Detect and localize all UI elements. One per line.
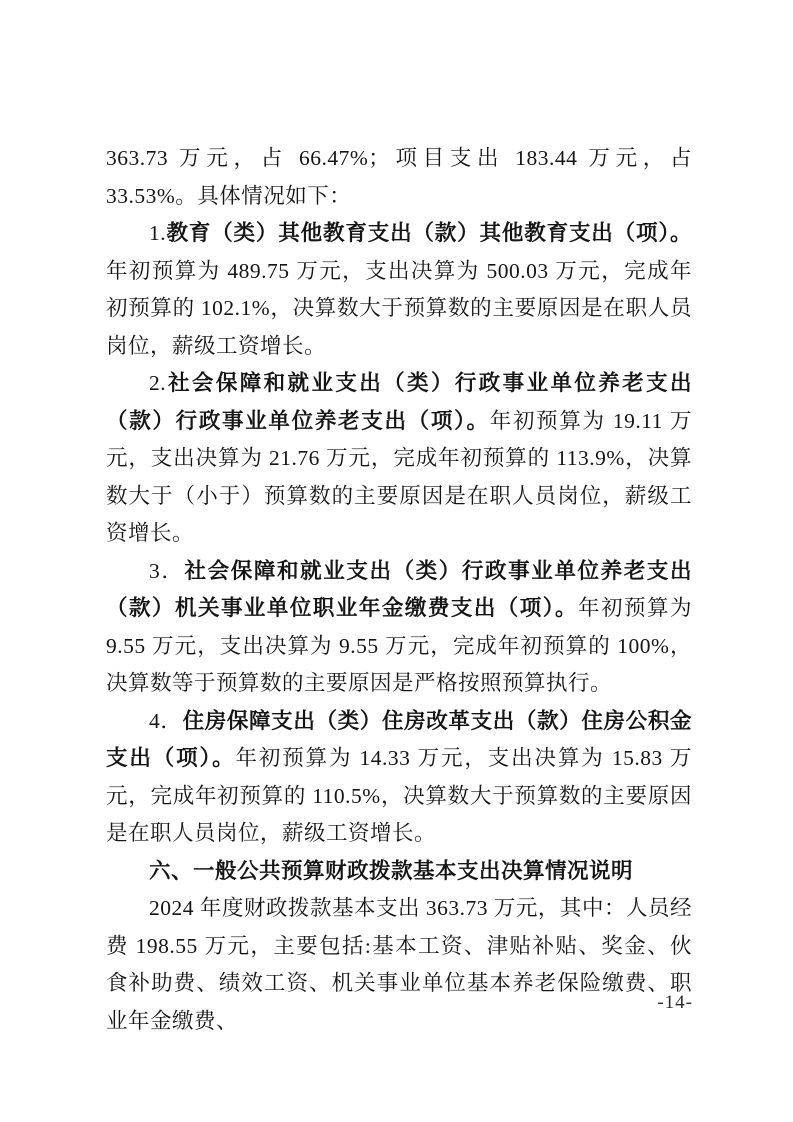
expense-item-2: [106, 365, 692, 553]
expense-item-1: [106, 215, 692, 365]
item-2-number: 2.: [149, 371, 167, 395]
item-3-title: 社会保障和就业支出（类）行政事业单位养老支出（款）机关事业单位职业年金缴费支出（项）。: [106, 558, 692, 620]
expense-item-4: [106, 703, 692, 853]
expense-item-3: [106, 553, 692, 703]
item-2-title: 社会保障和就业支出（类）行政事业单位养老支出（款）行政事业单位养老支出（项）。: [106, 371, 692, 433]
item-4-body: 年初预算为 14.33 万元，支出决算为 15.83 万元，完成年初预算的 110.5%，决算数大于预算数的主要原因是在职人员岗位，薪级工资增长。: [106, 746, 692, 845]
item-3-body: 年初预算为 9.55 万元，支出决算为 9.55 万元，完成年初预算的 100%，决算数等于预算数的主要原因是严格按照预算执行。: [106, 596, 692, 695]
page-number: -14-: [657, 992, 693, 1013]
page-body: [106, 140, 692, 1040]
item-4-number: 4．: [149, 708, 183, 733]
item-1-number: 1.: [149, 221, 167, 245]
closing-paragraph: 2024 年度财政拨款基本支出 363.73 万元，其中：人员经费 198.55 万元，主要包括:基本工资、津贴补贴、奖金、伙食补助费、绩效工资、机关事业单位基本养老保险缴费、职业年金缴费、: [106, 896, 692, 1033]
item-2-body: 年初预算为 19.11 万元，支出决算为 21.76 万元，完成年初预算的 113.9%，决算数大于（小于）预算数的主要原因是在职人员岗位，薪级工资增长。: [106, 408, 692, 545]
section-heading: 六、一般公共预算财政拨款基本支出决算情况说明: [149, 858, 634, 883]
item-3-number: 3．: [149, 558, 185, 583]
item-1-body: 年初预算为 489.75 万元，支出决算为 500.03 万元，完成年初预算的 102.1%，决算数大于预算数的主要原因是在职人员岗位，薪级工资增长。: [106, 258, 692, 358]
intro-paragraph: 363.73 万元，占 66.47%；项目支出 183.44 万元，占 33.53%。具体情况如下：: [106, 146, 692, 208]
item-4-title: 住房保障支出（类）住房改革支出（款）住房公积金支出（项）。: [106, 708, 692, 770]
item-1-title: 教育（类）其他教育支出（款）其他教育支出（项）。: [166, 221, 692, 245]
